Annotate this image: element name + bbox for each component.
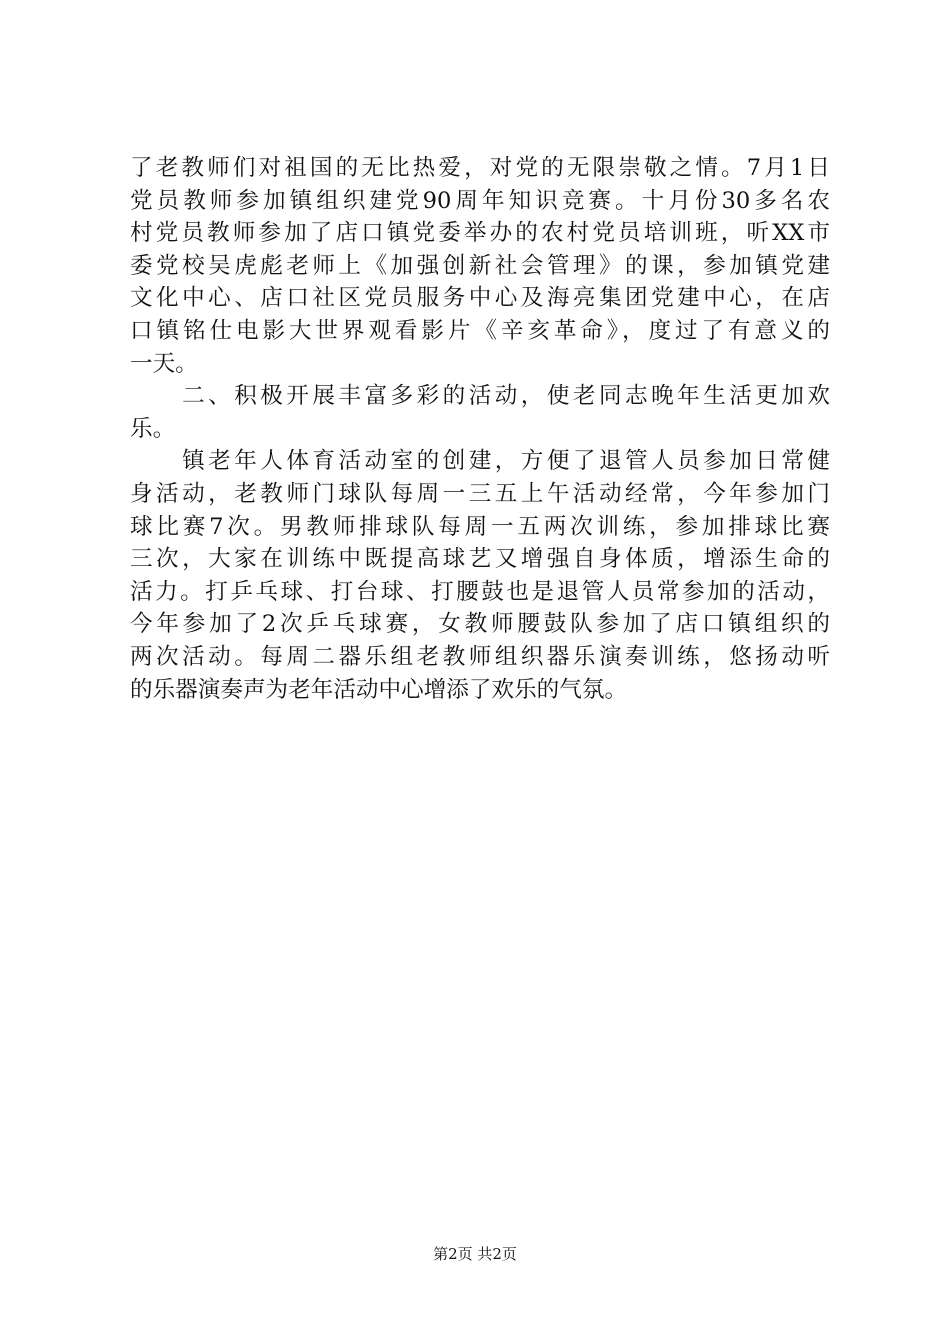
page-number: 第2页 共2页	[433, 1245, 517, 1263]
text-line: 两次活动。每周二器乐组老教师组织器乐演奏训练，悠扬动听	[130, 643, 830, 670]
document-body	[130, 152, 830, 706]
text-line: 今年参加了2次乒乓球赛，女教师腰鼓队参加了店口镇组织的	[130, 611, 830, 638]
text-line: 一天。	[130, 350, 198, 377]
page-footer	[0, 1244, 950, 1264]
text-line: 的乐器演奏声为老年活动中心增添了欢乐的气氛。	[130, 676, 628, 703]
text-line: 文化中心、店口社区党员服务中心及海亮集团党建中心，在店	[130, 285, 830, 312]
text-line: 党员教师参加镇组织建党90周年知识竞赛。十月份30多名农	[130, 187, 830, 214]
text-line: 二、积极开展丰富多彩的活动，使老同志晚年生活更加欢	[130, 383, 830, 410]
text-line: 委党校吴虎彪老师上《加强创新社会管理》的课，参加镇党建	[130, 252, 830, 279]
text-line: 三次，大家在训练中既提高球艺又增强自身体质，增添生命的	[130, 546, 830, 573]
text-line: 村党员教师参加了店口镇党委举办的农村党员培训班，听XX市	[130, 220, 830, 247]
text-line: 口镇铭仕电影大世界观看影片《辛亥革命》，度过了有意义的	[130, 317, 830, 344]
text-line: 身活动，老教师门球队每周一三五上午活动经常，今年参加门	[130, 480, 830, 507]
text-line: 活力。打乒乓球、打台球、打腰鼓也是退管人员常参加的活动，	[130, 578, 830, 605]
text-line: 球比赛7次。男教师排球队每周一五两次训练，参加排球比赛	[130, 513, 830, 540]
text-line: 镇老年人体育活动室的创建，方便了退管人员参加日常健	[130, 448, 830, 475]
text-line: 了老教师们对祖国的无比热爱，对党的无限崇敬之情。7月1日	[130, 155, 830, 181]
text-line: 乐。	[130, 415, 176, 442]
